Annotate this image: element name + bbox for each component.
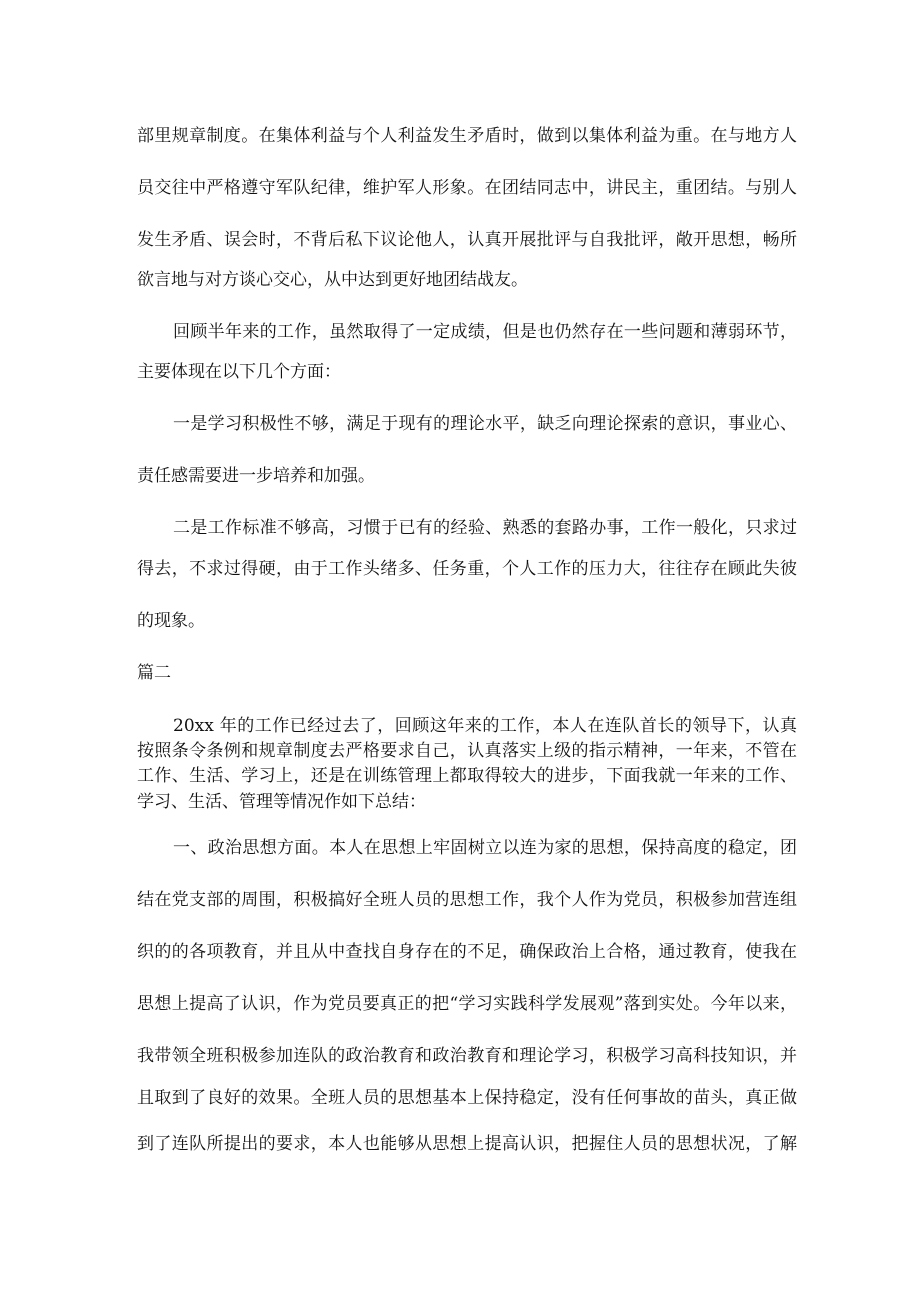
section-heading: 篇二 (137, 663, 171, 683)
paragraph-line: 思想上提高了认识，作为党员要真正的把“学习实践科学发展观”落到实处。今年以来， (137, 994, 797, 1014)
paragraph-line: 按照条令条例和规章制度去严格要求自己，认真落实上级的指示精神，一年来，不管在 (137, 741, 797, 761)
paragraph-line: 且取到了良好的效果。全班人员的思想基本上保持稳定，没有任何事故的苗头，真正做 (137, 1088, 797, 1108)
paragraph-line: 主要体现在以下几个方面： (137, 362, 341, 382)
paragraph-line: 的现象。 (137, 611, 205, 631)
paragraph-line: 我带领全班积极参加连队的政治教育和政治教育和理论学习，积极学习高科技知识，并 (137, 1046, 797, 1066)
paragraph-line: 一、政治思想方面。本人在思想上牢固树立以连为家的思想，保持高度的稳定，团 (173, 838, 797, 858)
paragraph-line: 得去，不求过得硬，由于工作头绪多、任务重，个人工作的压力大，往往存在顾此失彼 (137, 559, 797, 579)
paragraph-line: 20xx 年的工作已经过去了，回顾这年来的工作，本人在连队首长的领导下，认真 (173, 716, 797, 736)
paragraph-line: 二是工作标准不够高，习惯于已有的经验、熟悉的套路办事，工作一般化，只求过 (173, 518, 797, 538)
paragraph-line: 部里规章制度。在集体利益与个人利益发生矛盾时，做到以集体利益为重。在与地方人 (137, 126, 797, 146)
paragraph-line: 学习、生活、管理等情况作如下总结： (137, 792, 426, 812)
paragraph-line: 一是学习积极性不够，满足于现有的理论水平，缺乏向理论探索的意识，事业心、 (173, 414, 797, 434)
paragraph-line: 回顾半年来的工作，虽然取得了一定成绩，但是也仍然存在一些问题和薄弱环节， (173, 322, 797, 342)
paragraph-line: 到了连队所提出的要求，本人也能够从思想上提高认识，把握住人员的思想状况，了解 (137, 1134, 797, 1154)
paragraph-line: 欲言地与对方谈心交心，从中达到更好地团结战友。 (137, 270, 528, 290)
paragraph-line: 发生矛盾、误会时，不背后私下议论他人，认真开展批评与自我批评，敞开思想，畅所 (137, 230, 797, 250)
paragraph-line: 责任感需要进一步培养和加强。 (137, 466, 375, 486)
paragraph-line: 员交往中严格遵守军队纪律，维护军人形象。在团结同志中，讲民主，重团结。与别人 (137, 178, 797, 198)
paragraph-line: 工作、生活、学习上，还是在训练管理上都取得较大的进步，下面我就一年来的工作、 (137, 766, 797, 786)
paragraph-line: 织的的各项教育，并且从中查找自身存在的不足，确保政治上合格，通过教育，使我在 (137, 942, 797, 962)
paragraph-line: 结在党支部的周围，积极搞好全班人员的思想工作，我个人作为党员，积极参加营连组 (137, 890, 797, 910)
